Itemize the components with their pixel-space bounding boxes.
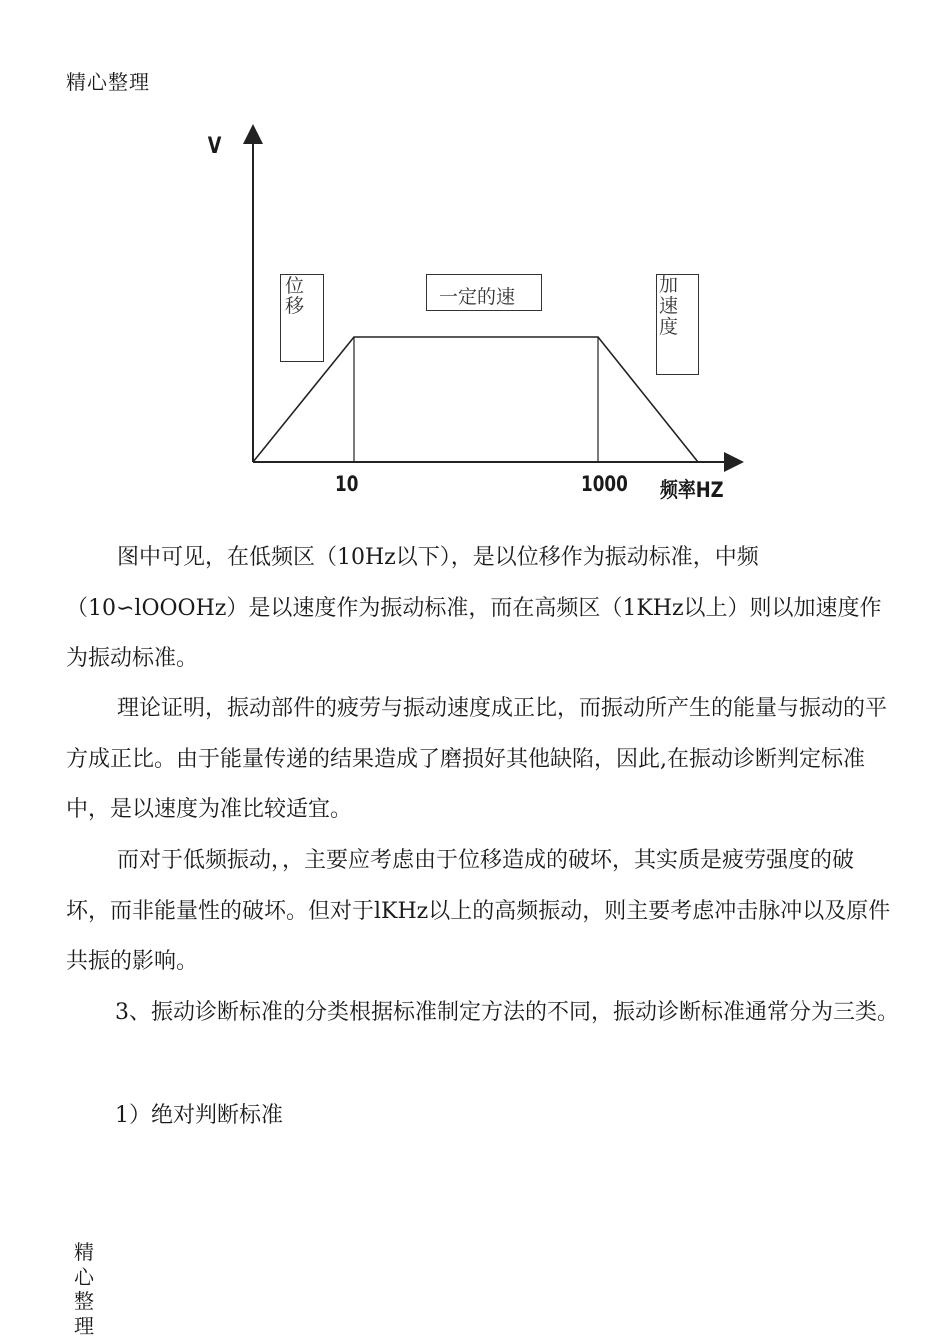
section-heading-classification: 3、振动诊断标准的分类根据标准制定方法的不同，振动诊断标准通常分为三类。 xyxy=(115,1000,899,1025)
y-axis-label: V xyxy=(207,134,222,159)
tick-label-10: 10 xyxy=(335,472,359,496)
tick-label-1000: 1000 xyxy=(581,472,628,496)
region-acceleration-label: 加速度 xyxy=(659,274,679,338)
paragraph-3 xyxy=(66,836,894,988)
region-velocity-label: 一定的速 xyxy=(439,286,516,308)
paragraph-3-text: 而对于低频振动，，主要应考虑由于位移造成的破坏，其实质是疲劳强度的破坏，而非能量性的破坏。但对于lKHz以上的高频振动，则主要考虑冲击脉冲以及原件共振的影响。 xyxy=(66,848,891,975)
x-axis-label: 频率HZ xyxy=(660,478,724,502)
paragraph-2-text: 理论证明，振动部件的疲劳与振动速度成正比，而振动所产生的能量与振动的平方成正比。由于能量传递的结果造成了磨损好其他缺陷，因此,在振动诊断判定标准中，是以速度为准比较适宜。 xyxy=(66,696,888,823)
page-header: 精心整理 xyxy=(66,70,150,94)
paragraph-1-text: 图中可见，在低频区（10Hz以下），是以位移作为振动标准，中频（10∽lOOOHz）是以速度作为振动标准，而在高频区（1KHz以上）则以加速度作为振动标准。 xyxy=(66,545,882,672)
paragraph-2 xyxy=(66,684,894,836)
paragraph-1 xyxy=(66,533,894,685)
subsection-heading-absolute: 1）绝对判断标准 xyxy=(115,1103,283,1128)
page-footer: 精心整理 xyxy=(74,1240,94,1338)
vibration-standard-diagram xyxy=(190,110,770,520)
region-velocity xyxy=(426,274,542,311)
region-displacement xyxy=(280,274,324,362)
region-displacement-label: 位移 xyxy=(285,275,305,317)
region-acceleration xyxy=(656,274,699,375)
